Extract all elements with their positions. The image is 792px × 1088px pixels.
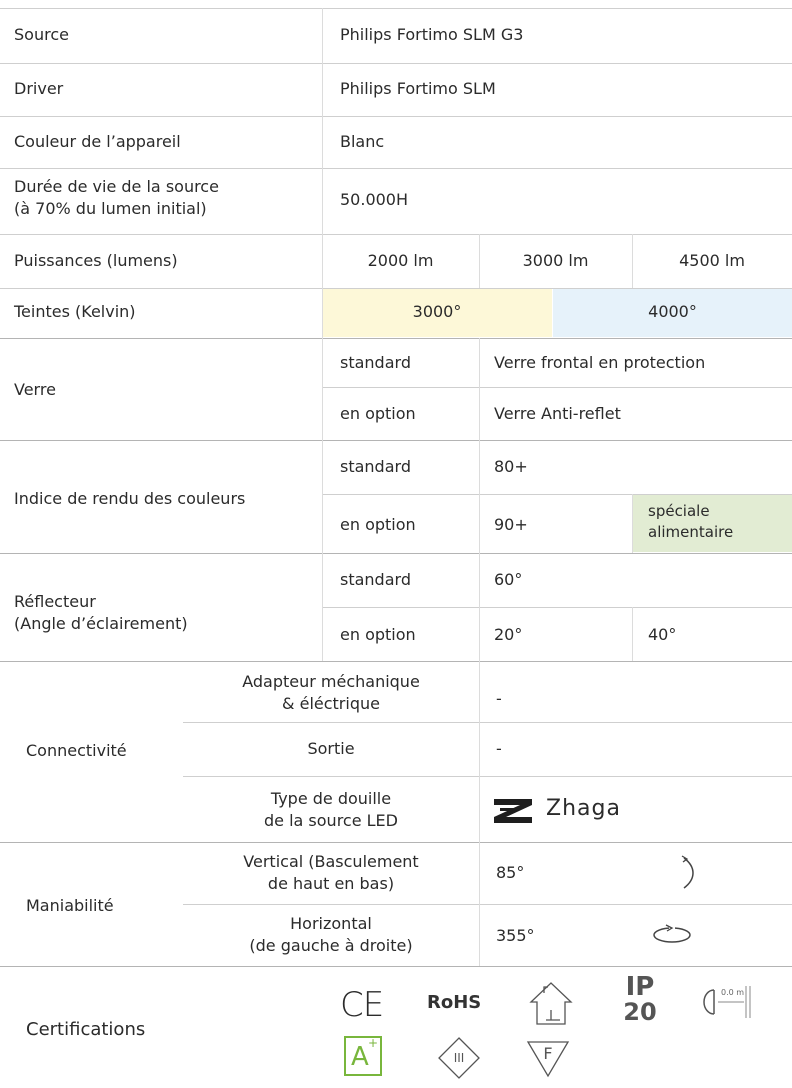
indice-standard-label: standard bbox=[340, 457, 411, 476]
source-label: Source bbox=[14, 25, 69, 44]
couleur-value: Blanc bbox=[340, 132, 385, 151]
horizontal-label-1: Horizontal bbox=[290, 914, 372, 933]
vertical-rotation-icon bbox=[679, 855, 699, 891]
energy-class-sup: + bbox=[368, 1036, 379, 1050]
douille-label-2: de la source LED bbox=[264, 811, 398, 830]
rohs-mark-icon: RoHS bbox=[427, 992, 482, 1013]
indice-special-2: alimentaire bbox=[648, 523, 734, 541]
source-value: Philips Fortimo SLM G3 bbox=[340, 25, 524, 44]
indice-standard-value: 80+ bbox=[494, 457, 528, 476]
douille-label-1: Type de douille bbox=[270, 789, 392, 808]
couleur-label: Couleur de l’appareil bbox=[14, 132, 181, 151]
ip-rating-bottom: 20 bbox=[623, 998, 657, 1026]
ce-mark-icon: CE bbox=[340, 985, 384, 1025]
adapteur-value: - bbox=[496, 689, 502, 708]
indice-special-1: spéciale bbox=[648, 502, 710, 520]
puissance-3000: 3000 lm bbox=[522, 251, 589, 270]
duree-label-1: Durée de vie de la source bbox=[14, 177, 219, 196]
maniabilite-label: Maniabilité bbox=[26, 896, 114, 915]
reflecteur-label-2: (Angle d’éclairement) bbox=[14, 614, 188, 633]
duree-value: 50.000H bbox=[340, 190, 409, 209]
verre-standard-label: standard bbox=[340, 353, 411, 372]
vertical-label-2: de haut en bas) bbox=[267, 874, 395, 893]
horizontal-label-2: (de gauche à droite) bbox=[249, 936, 413, 955]
class-iii-text: III bbox=[453, 1051, 465, 1065]
horizontal-value: 355° bbox=[496, 926, 535, 945]
indice-option-value: 90+ bbox=[494, 515, 528, 534]
horizontal-rotation-icon bbox=[650, 923, 694, 947]
reflecteur-standard-value: 60° bbox=[494, 570, 523, 589]
reflecteur-option-value-40: 40° bbox=[648, 625, 677, 644]
f-mark-text: F bbox=[543, 1044, 553, 1063]
certifications-label: Certifications bbox=[26, 1019, 146, 1040]
puissances-label: Puissances (lumens) bbox=[14, 251, 178, 270]
distance-text: 0.0 m bbox=[721, 988, 745, 997]
driver-value: Philips Fortimo SLM bbox=[340, 79, 496, 98]
reflecteur-label-1: Réflecteur bbox=[14, 592, 96, 611]
connectivite-label: Connectivité bbox=[26, 741, 127, 760]
verre-standard-value: Verre frontal en protection bbox=[494, 353, 706, 372]
reflecteur-option-label: en option bbox=[340, 625, 416, 644]
puissance-2000: 2000 lm bbox=[367, 251, 434, 270]
verre-label: Verre bbox=[14, 380, 56, 399]
puissance-4500: 4500 lm bbox=[679, 251, 745, 270]
vertical-label-1: Vertical (Basculement bbox=[243, 852, 419, 871]
sortie-value: - bbox=[496, 739, 502, 758]
duree-label-2: (à 70% du lumen initial) bbox=[14, 199, 207, 218]
indice-option-label: en option bbox=[340, 515, 416, 534]
indice-label: Indice de rendu des couleurs bbox=[14, 489, 246, 508]
verre-option-label: en option bbox=[340, 404, 416, 423]
adapteur-label-1: Adapteur méchanique bbox=[242, 672, 420, 691]
zhaga-text: Zhaga bbox=[546, 796, 621, 821]
zhaga-logo-icon bbox=[492, 797, 536, 823]
adapteur-label-2: & éléctrique bbox=[282, 694, 380, 713]
teintes-label: Teintes (Kelvin) bbox=[14, 302, 136, 321]
energy-class-text: A bbox=[351, 1042, 369, 1072]
teinte-3000: 3000° bbox=[412, 302, 462, 321]
vertical-value: 85° bbox=[496, 863, 525, 882]
indoor-use-icon bbox=[527, 980, 575, 1026]
reflecteur-option-value-20: 20° bbox=[494, 625, 523, 644]
reflecteur-standard-label: standard bbox=[340, 570, 411, 589]
teinte-4000: 4000° bbox=[648, 302, 697, 321]
sortie-label: Sortie bbox=[307, 739, 355, 758]
verre-option-value: Verre Anti-reflet bbox=[494, 404, 621, 423]
ip-rating-top: IP bbox=[625, 972, 655, 1002]
driver-label: Driver bbox=[14, 79, 64, 98]
